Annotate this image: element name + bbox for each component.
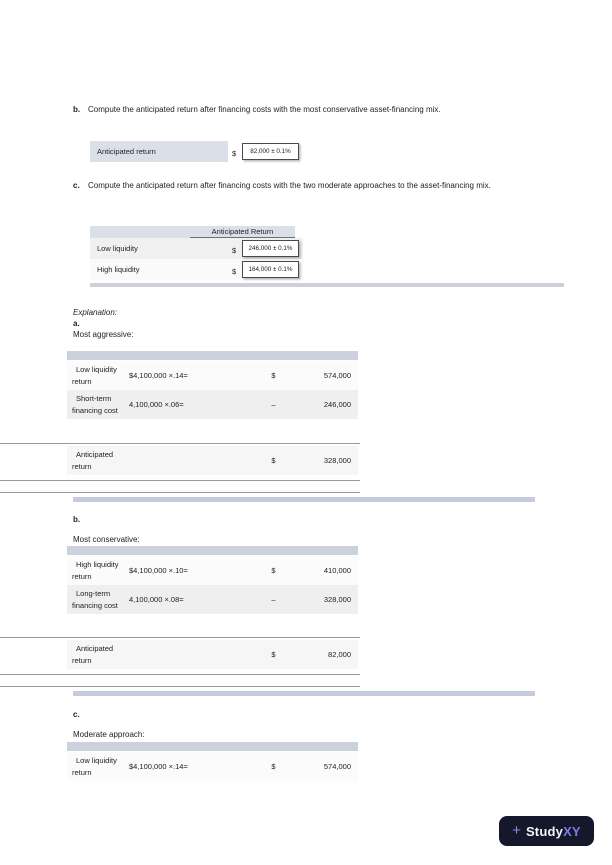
studyxy-logo[interactable] — [499, 816, 594, 846]
row-formula: $4,100,000 ×.10= — [129, 566, 188, 575]
question-b — [73, 105, 551, 116]
row-label: Long-term financing cost — [72, 589, 118, 610]
rule-line — [0, 492, 360, 493]
explanation-table-b — [67, 546, 358, 614]
row-amount: 246,000 — [323, 400, 351, 409]
explanation-section-c-label: c. — [73, 710, 80, 719]
total-sign: $ — [271, 650, 276, 659]
row-amount: 410,000 — [323, 566, 351, 575]
section-divider — [73, 691, 535, 696]
divider — [90, 283, 564, 287]
explanation-heading — [73, 307, 133, 340]
table-header-bar — [67, 351, 358, 360]
question-c-label: c. — [73, 181, 80, 190]
plus-icon: + — [512, 821, 521, 839]
row-sign: – — [271, 595, 276, 604]
row-label: Low liquidity return — [72, 365, 117, 386]
row-amount: 574,000 — [323, 762, 351, 771]
row-amount: 328,000 — [323, 595, 351, 604]
table-header-bar — [67, 546, 358, 555]
question-c — [73, 181, 551, 192]
question-c-text: Compute the anticipated return after financing costs with the two moderate approaches to the asset-financing mix. — [88, 181, 491, 190]
table-row — [67, 361, 358, 390]
table-row — [67, 752, 358, 781]
row-formula: $4,100,000 ×.14= — [129, 762, 188, 771]
total-formula-empty — [127, 446, 247, 475]
total-label: Anticipated return — [72, 450, 114, 471]
currency-symbol: $ — [232, 267, 237, 276]
table-row — [67, 585, 358, 614]
explanation-title: Explanation: — [73, 308, 118, 317]
total-amount: 328,000 — [323, 456, 351, 465]
row-sign: $ — [271, 762, 276, 771]
explanation-section-a-label: a. — [73, 319, 80, 328]
row-sign: $ — [271, 371, 276, 380]
answer-table-c — [90, 226, 303, 280]
total-amount: 82,000 — [328, 650, 351, 659]
row-formula: $4,100,000 ×.14= — [129, 371, 188, 380]
row-amount: 574,000 — [323, 371, 351, 380]
total-sign: $ — [271, 456, 276, 465]
rule-line — [0, 637, 360, 638]
row-formula: 4,100,000 ×.08= — [129, 595, 184, 604]
row-label: Low liquidity return — [72, 756, 117, 777]
row-formula: 4,100,000 ×.06= — [129, 400, 184, 409]
row-label-low-liquidity: Low liquidity — [97, 244, 138, 253]
row-sign: – — [271, 400, 276, 409]
table-row — [90, 238, 303, 259]
rule-line — [0, 686, 360, 687]
answer-table-c-header-text: Anticipated Return — [190, 226, 295, 238]
rule-line — [0, 674, 360, 675]
question-b-text: Compute the anticipated return after financing costs with the most conservative asset-financing mix. — [88, 105, 441, 114]
explanation-section-c-subtitle: Moderate approach: — [73, 730, 145, 739]
explanation-section-b-subtitle: Most conservative: — [73, 535, 140, 544]
section-divider — [73, 497, 535, 502]
answer-input-low-liquidity[interactable]: 246,000 ± 0.1% — [242, 240, 299, 257]
total-label: Anticipated return — [72, 644, 114, 665]
answer-input-high-liquidity[interactable]: 164,000 ± 0.1% — [242, 261, 299, 278]
rule-line — [0, 443, 360, 444]
answer-row-label: Anticipated return — [90, 141, 228, 162]
row-label: Short-term financing cost — [72, 394, 118, 415]
explanation-section-b-label: b. — [73, 515, 81, 524]
rule-line — [0, 480, 360, 481]
currency-symbol: $ — [232, 246, 237, 255]
header-spacer — [90, 226, 190, 238]
answer-input-anticipated-return[interactable]: 82,000 ± 0.1% — [242, 143, 299, 160]
table-row — [90, 259, 303, 280]
table-header-bar — [67, 742, 358, 751]
table-row — [67, 390, 358, 419]
table-row — [67, 556, 358, 585]
currency-symbol: $ — [232, 149, 237, 158]
row-sign: $ — [271, 566, 276, 575]
row-label: High liquidity return — [72, 560, 119, 581]
total-row-a — [67, 446, 358, 475]
total-row-b — [67, 640, 358, 669]
answer-table-c-header — [90, 226, 295, 238]
explanation-table-c — [67, 742, 358, 781]
brand-name — [526, 824, 581, 839]
row-label-high-liquidity: High liquidity — [97, 265, 140, 274]
total-formula-empty — [127, 640, 247, 669]
explanation-section-a-subtitle: Most aggressive: — [73, 330, 134, 339]
question-b-label: b. — [73, 105, 81, 114]
brand-name-accent: XY — [563, 823, 581, 839]
answer-table-b — [90, 141, 299, 162]
brand-name-primary: Study — [525, 823, 564, 839]
explanation-table-a — [67, 351, 358, 419]
